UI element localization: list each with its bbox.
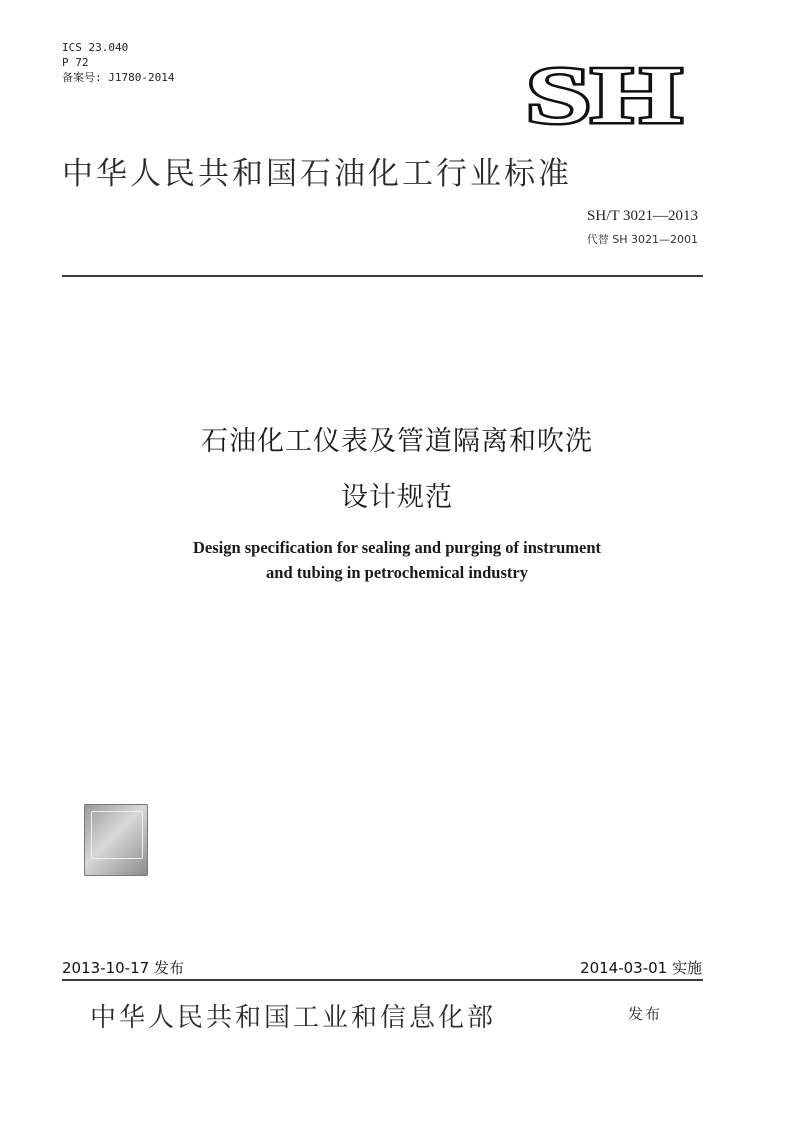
bottom-divider bbox=[62, 979, 703, 981]
svg-text:SH: SH bbox=[526, 58, 682, 132]
top-divider bbox=[62, 275, 703, 277]
english-title-line-1: Design specification for sealing and purging of instrument bbox=[192, 538, 602, 557]
english-title-line-2: and tubing in petrochemical industry bbox=[266, 563, 528, 582]
category-code: P 72 bbox=[62, 56, 89, 69]
issuing-authority: 中华人民共和国工业和信息化部 bbox=[90, 1003, 497, 1033]
chinese-title-line-2: 设计规范 bbox=[341, 482, 453, 513]
replaces-standard: 代替 SH 3021—2001 bbox=[586, 233, 698, 246]
filing-number: 备案号: J1780-2014 bbox=[62, 71, 175, 84]
ics-code: ICS 23.040 bbox=[62, 41, 129, 54]
industry-standard-title: 中华人民共和国石油化工行业标准 bbox=[62, 156, 572, 192]
seal-emblem bbox=[91, 811, 143, 859]
classification-block bbox=[62, 40, 174, 85]
issue-date: 2013-10-17 发布 bbox=[62, 959, 184, 977]
issuing-label: 发布 bbox=[628, 1005, 663, 1023]
chinese-title-line-1: 石油化工仪表及管道隔离和吹洗 bbox=[201, 426, 593, 457]
standard-number: SH/T 3021—2013 bbox=[587, 208, 698, 224]
effective-date: 2014-03-01 实施 bbox=[580, 959, 702, 977]
publisher-seal bbox=[84, 804, 148, 876]
sh-logo bbox=[524, 58, 684, 132]
